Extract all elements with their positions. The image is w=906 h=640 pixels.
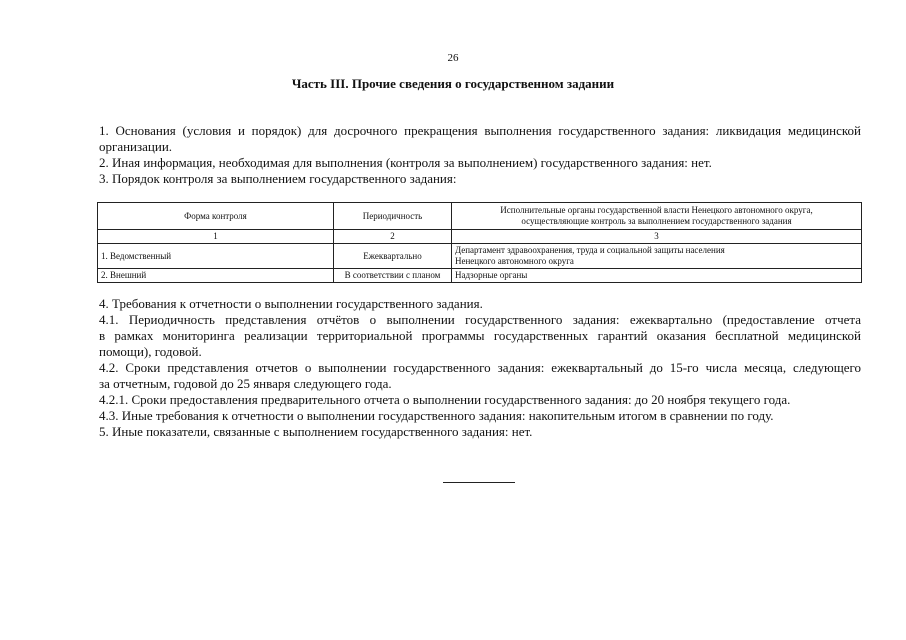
row-authority-line-1: Департамент здравоохранения, труда и социальной защиты населения xyxy=(455,245,725,255)
end-divider xyxy=(443,482,515,483)
item-2: 2. Иная информация, необходимая для выполнения (контроля за выполнением) государственного задания: нет. xyxy=(99,155,712,170)
item-4-2-line-1: 4.2. Сроки представления отчетов о выполнении государственного задания: ежеквартальный до 15-го числа месяца, следующего xyxy=(99,360,861,375)
item-1-line-2: организации. xyxy=(99,139,173,154)
item-4: 4. Требования к отчетности о выполнении государственного задания. xyxy=(99,296,483,311)
row-authority: Надзорные органы xyxy=(452,269,862,283)
row-authority-line-2: Ненецкого автономного округа xyxy=(455,256,574,266)
header-periodicity: Периодичность xyxy=(334,203,452,230)
row-form: 1. Ведомственный xyxy=(98,244,334,269)
row-authority xyxy=(452,244,862,269)
table-number-row xyxy=(98,230,862,244)
page-number: 26 xyxy=(447,52,459,64)
part-title: Часть III. Прочие сведения о государственном задании xyxy=(291,76,615,91)
table-row xyxy=(98,269,862,283)
item-5: 5. Иные показатели, связанные с выполнением государственного задания: нет. xyxy=(99,424,533,439)
item-4-2-1: 4.2.1. Сроки предоставления предварительного отчета о выполнении государственного задания: до 20 ноября текущего года. xyxy=(99,392,791,407)
column-number: 2 xyxy=(334,230,452,244)
row-form: 2. Внешний xyxy=(98,269,334,283)
row-periodicity: В соответствии с планом xyxy=(334,269,452,283)
header-form: Форма контроля xyxy=(98,203,334,230)
table-row xyxy=(98,244,862,269)
item-4-1-line-1: 4.1. Периодичность представления отчётов о выполнении государственного задания: ежеквартально (предоставление отчета xyxy=(99,312,861,327)
item-4-3: 4.3. Иные требования к отчетности о выполнении государственного задания: накопительным итогом в сравнении по году. xyxy=(99,408,774,423)
item-1-line-1: 1. Основания (условия и порядок) для досрочного прекращения выполнения государственного задания: ликвидация медицинской xyxy=(99,123,861,138)
header-authorities-line-1: Исполнительные органы государственной власти Ненецкого автономного округа, xyxy=(500,205,813,215)
table-header-row xyxy=(98,203,862,230)
item-4-2-line-2: за отчетным, годовой до 25 января следующего года. xyxy=(99,376,392,391)
header-authorities-line-2: осуществляющие контроль за выполнением государственного задания xyxy=(521,216,792,226)
row-periodicity: Ежеквартально xyxy=(334,244,452,269)
header-authorities xyxy=(452,203,862,230)
item-4-1-line-2: в рамках мониторинга реализации территориальной программы государственных гарантий оказания бесплатной медицинской xyxy=(99,328,861,343)
control-table xyxy=(97,202,862,283)
item-3: 3. Порядок контроля за выполнением государственного задания: xyxy=(99,171,457,186)
column-number: 3 xyxy=(452,230,862,244)
item-4-1-line-3: помощи), годовой. xyxy=(99,344,202,359)
column-number: 1 xyxy=(98,230,334,244)
